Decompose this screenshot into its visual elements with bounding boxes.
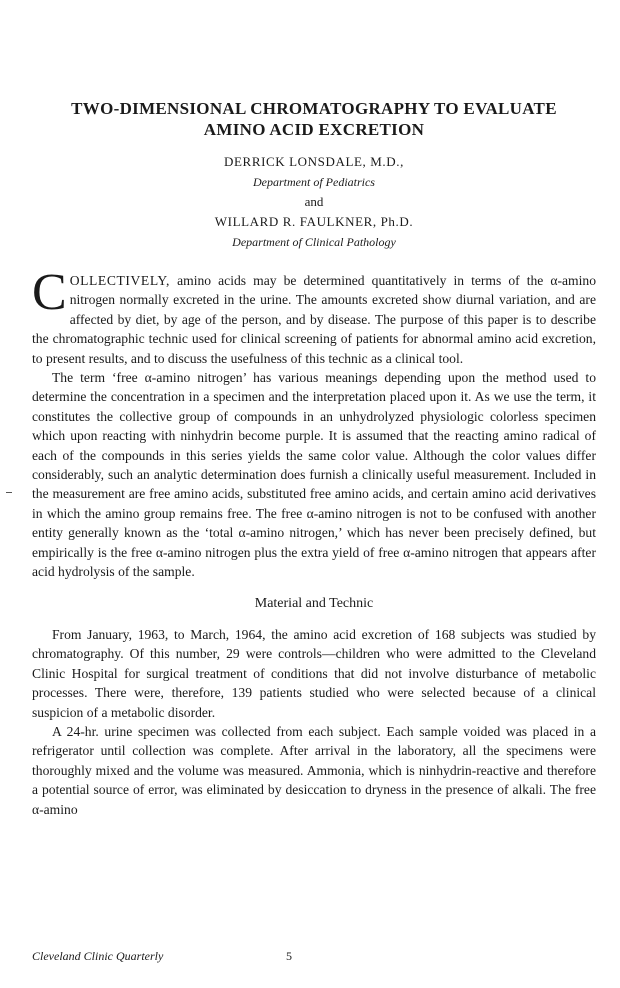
article-title: [32, 98, 596, 140]
author-2-name: WILLARD R. FAULKNER, Ph.D.: [214, 214, 414, 229]
author-1-name: DERRICK LONSDALE, M.D.,: [224, 154, 404, 169]
paragraph-1-text: amino acids may be determined quantitatively in terms of the α-amino nitrogen normally excreted in the urine. The amounts excreted show diurnal variation, and are affected by diet, by age of the person, and by disease. The purpose of this paper is to describe the chromatographic technic used for clinical screening of patients for abnormal amino acid excretion, to present results, and to discuss the usefulness of this technic as a clinical tool.: [32, 273, 596, 366]
paragraph-1: [32, 264, 596, 368]
paper-page: [32, 0, 596, 988]
author-1-department: Department of Pediatrics: [253, 175, 375, 189]
author-block: [32, 152, 596, 252]
paragraph-3: From January, 1963, to March, 1964, the amino acid excretion of 168 subjects was studied by chromatography. Of this number, 29 were controls—children who were admitted to the Cleveland Clinic Hospital for surgical treatment of conditions that did not involve disturbance of metabolic processes. There were, therefore, 139 patients studied who were selected because of a clinical suspicion of a metabolic disorder.: [32, 626, 596, 720]
paragraph-4: A 24-hr. urine specimen was collected from each subject. Each sample voided was placed in a refrigerator until collection was complete. After arrival in the laboratory, all the specimens were thoroughly mixed and the volume was measured. Ammonia, which is ninhydrin-reactive and therefore a potential source of error, was eliminated by desiccation to dryness in the presence of alkali. The free α-amino: [32, 723, 596, 817]
author-conjunction: and: [304, 194, 324, 209]
section-heading: Material and Technic: [254, 595, 374, 611]
paragraph-2: The term ‘free α-amino nitrogen’ has various meanings depending upon the method used to determine the concentration in a specimen and the interpretation placed upon it. As we use the term, it constitutes the collective group of compounds in an unhydrolyzed physiologic colorless specimen which upon reacting with ninhydrin become purple. It is assumed that the reacting amino radical of each of the compounds in this series yields the same color value. Although the color values differ considerably, such an analytic determination does furnish a clinically useful measurement. Included in the measurement are free amino acids, substituted free amino acids, and certain amino acid derivatives in which the amino group remains free. The free α-amino nitrogen is not to be confused with another entity generally known as the ‘total α-amino nitrogen,’ which has never been precisely defined, but empirically is the free α-amino nitrogen plus the extra yield of free α-amino nitrogen that appears after acid hydrolysis of the sample.: [32, 370, 596, 580]
title-line-2: AMINO ACID EXCRETION: [203, 120, 425, 139]
title-line-1: TWO-DIMENSIONAL CHROMATOGRAPHY TO EVALUATE: [71, 99, 557, 118]
author-2-department: Department of Clinical Pathology: [232, 235, 396, 249]
article-body: [32, 264, 596, 819]
lead-in-word: OLLECTIVELY,: [69, 273, 171, 288]
journal-name: Cleveland Clinic Quarterly: [32, 949, 164, 963]
drop-cap: C: [32, 264, 67, 321]
margin-mark: [6, 492, 12, 493]
page-number: 5: [286, 949, 292, 963]
